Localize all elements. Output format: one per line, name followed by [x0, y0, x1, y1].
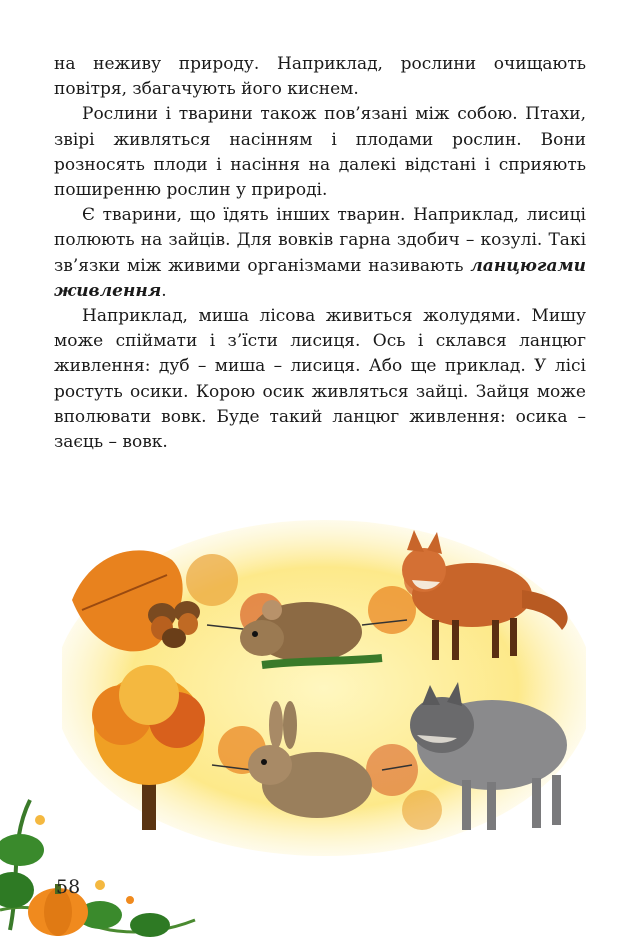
pumpkin-corner-decoration	[0, 780, 200, 946]
main-text	[54, 52, 586, 455]
paragraph-3	[54, 203, 586, 304]
paragraph-4: Наприклад, миша лісова живиться жолудями. Мишу може спіймати і з’їсти лисиця. Ось і склався ланцюг живлення: дуб – миша – лисиця. Або ще приклад. У лісі ростуть осики. Корою осик живляться зайці. Зайця може вполювати вовк. Буде такий ланцюг живлення: осика – заєць – вовк.	[54, 306, 586, 453]
paragraph-3-end: .	[161, 280, 167, 301]
paragraph-2: Рослини і тварини також пов’язані між собою. Птахи, звірі живляться насінням і плодами рослин. Вони розносять плоди і насіння на далекі відстані і сприяють поширенню рослин у природі.	[54, 104, 586, 201]
paragraph-3-start: Є тварини, що їдять інших тварин. Наприклад, лисиці полюють на зайців. Для вовків гарна здобич – козулі. Такі зв’язки між живими організмами називають	[54, 205, 586, 276]
paragraph-1: на неживу природу. Наприклад, рослини очищають повітря, збагачують його киснем.	[54, 54, 586, 100]
term-food-chains: ланцюгами живлення	[54, 255, 586, 301]
page-number: 58	[56, 876, 81, 898]
